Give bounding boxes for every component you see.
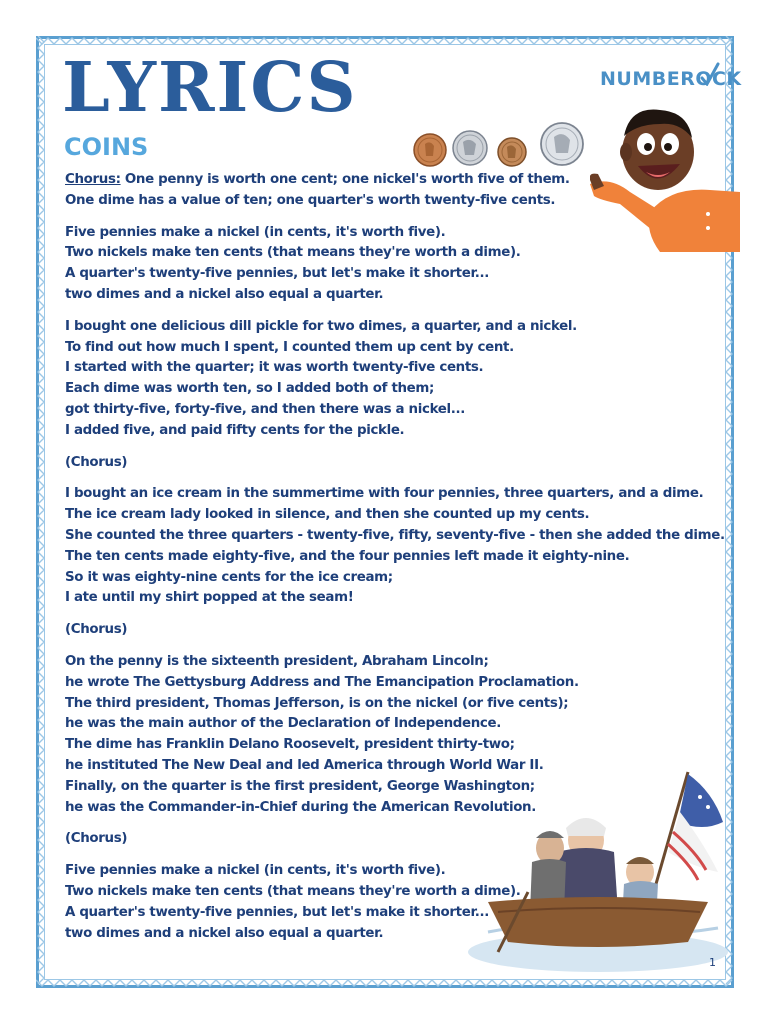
chorus-reference-1 bbox=[65, 453, 730, 474]
lyric-line: I added five, and paid fifty cents for the pickle. bbox=[65, 422, 405, 438]
lyric-line: The ice cream lady looked in silence, and then she counted up my cents. bbox=[65, 507, 590, 523]
verse-2 bbox=[65, 317, 730, 442]
chorus-label: Chorus: bbox=[65, 172, 121, 187]
page-title: LYRICS bbox=[62, 48, 358, 128]
brand-logo: NUMBEROCK bbox=[600, 68, 742, 90]
verse-4 bbox=[65, 652, 730, 818]
verse-3 bbox=[65, 484, 730, 609]
lyric-line: Two nickels make ten cents (that means they're worth a dime). bbox=[65, 883, 521, 899]
lyric-line: To find out how much I spent, I counted them up cent by cent. bbox=[65, 339, 514, 355]
chorus-ref: (Chorus) bbox=[65, 454, 128, 470]
chorus-line-2: One dime has a value of ten; one quarter's worth twenty-five cents. bbox=[65, 192, 556, 208]
zigzag-border-left bbox=[36, 36, 46, 988]
penny-icon bbox=[414, 134, 446, 166]
lyrics-body bbox=[65, 170, 730, 955]
lyric-line: I bought one delicious dill pickle for two dimes, a quarter, and a nickel. bbox=[65, 318, 577, 334]
lyric-line: She counted the three quarters - twenty-five, fifty, seventy-five - then she added the dime. bbox=[65, 527, 725, 543]
verse-5 bbox=[65, 861, 730, 944]
dime-icon bbox=[498, 138, 526, 166]
lyric-line: So it was eighty-nine cents for the ice cream; bbox=[65, 569, 393, 585]
lyric-line: he instituted The New Deal and led America through World War II. bbox=[65, 757, 544, 773]
lyric-line: A quarter's twenty-five pennies, but let's make it shorter... bbox=[65, 904, 489, 920]
chorus-ref: (Chorus) bbox=[65, 831, 128, 847]
zigzag-border-bottom bbox=[36, 978, 734, 988]
coins-icon bbox=[412, 120, 600, 172]
page-number: 1 bbox=[709, 956, 716, 969]
lyric-line: The dime has Franklin Delano Roosevelt, president thirty-two; bbox=[65, 737, 515, 753]
lyric-line: A quarter's twenty-five pennies, but let's make it shorter... bbox=[65, 266, 489, 282]
lyric-line: Five pennies make a nickel (in cents, it's worth five). bbox=[65, 863, 446, 879]
chorus-reference-3 bbox=[65, 829, 730, 850]
chorus-stanza bbox=[65, 170, 730, 212]
lyric-line: On the penny is the sixteenth president, Abraham Lincoln; bbox=[65, 653, 489, 669]
verse-1 bbox=[65, 223, 730, 306]
lyric-line: I ate until my shirt popped at the seam! bbox=[65, 590, 354, 606]
chorus-reference-2 bbox=[65, 620, 730, 641]
lyric-line: two dimes and a nickel also equal a quarter. bbox=[65, 286, 384, 302]
nickel-icon bbox=[453, 131, 487, 165]
quarter-icon bbox=[541, 123, 583, 165]
chorus-ref: (Chorus) bbox=[65, 622, 128, 638]
lyric-line: I started with the quarter; it was worth twenty-five cents. bbox=[65, 360, 484, 376]
chorus-line-1-text: One penny is worth one cent; one nickel's worth five of them. bbox=[120, 172, 570, 187]
lyric-line: Each dime was worth ten, so I added both of them; bbox=[65, 381, 435, 397]
lyric-line: he wrote The Gettysburg Address and The Emancipation Proclamation. bbox=[65, 674, 579, 690]
zigzag-border-top bbox=[36, 36, 734, 46]
lyric-line: The ten cents made eighty-five, and the four pennies left made it eighty-nine. bbox=[65, 548, 630, 564]
song-title: COINS bbox=[64, 133, 149, 161]
lyric-line: Five pennies make a nickel (in cents, it's worth five). bbox=[65, 224, 446, 240]
lyric-line: got thirty-five, forty-five, and then there was a nickel... bbox=[65, 401, 465, 417]
brand-check-icon bbox=[700, 62, 720, 86]
lyric-line: he was the main author of the Declaration of Independence. bbox=[65, 716, 501, 732]
lyric-line: Two nickels make ten cents (that means they're worth a dime). bbox=[65, 245, 521, 261]
lyric-line: two dimes and a nickel also equal a quarter. bbox=[65, 925, 384, 941]
lyric-line: he was the Commander-in-Chief during the American Revolution. bbox=[65, 799, 536, 815]
chorus-line-1 bbox=[65, 170, 730, 191]
lyric-line: I bought an ice cream in the summertime with four pennies, three quarters, and a dime. bbox=[65, 486, 704, 502]
lyric-line: Finally, on the quarter is the first president, George Washington; bbox=[65, 778, 535, 794]
lyric-line: The third president, Thomas Jefferson, is on the nickel (or five cents); bbox=[65, 695, 569, 711]
